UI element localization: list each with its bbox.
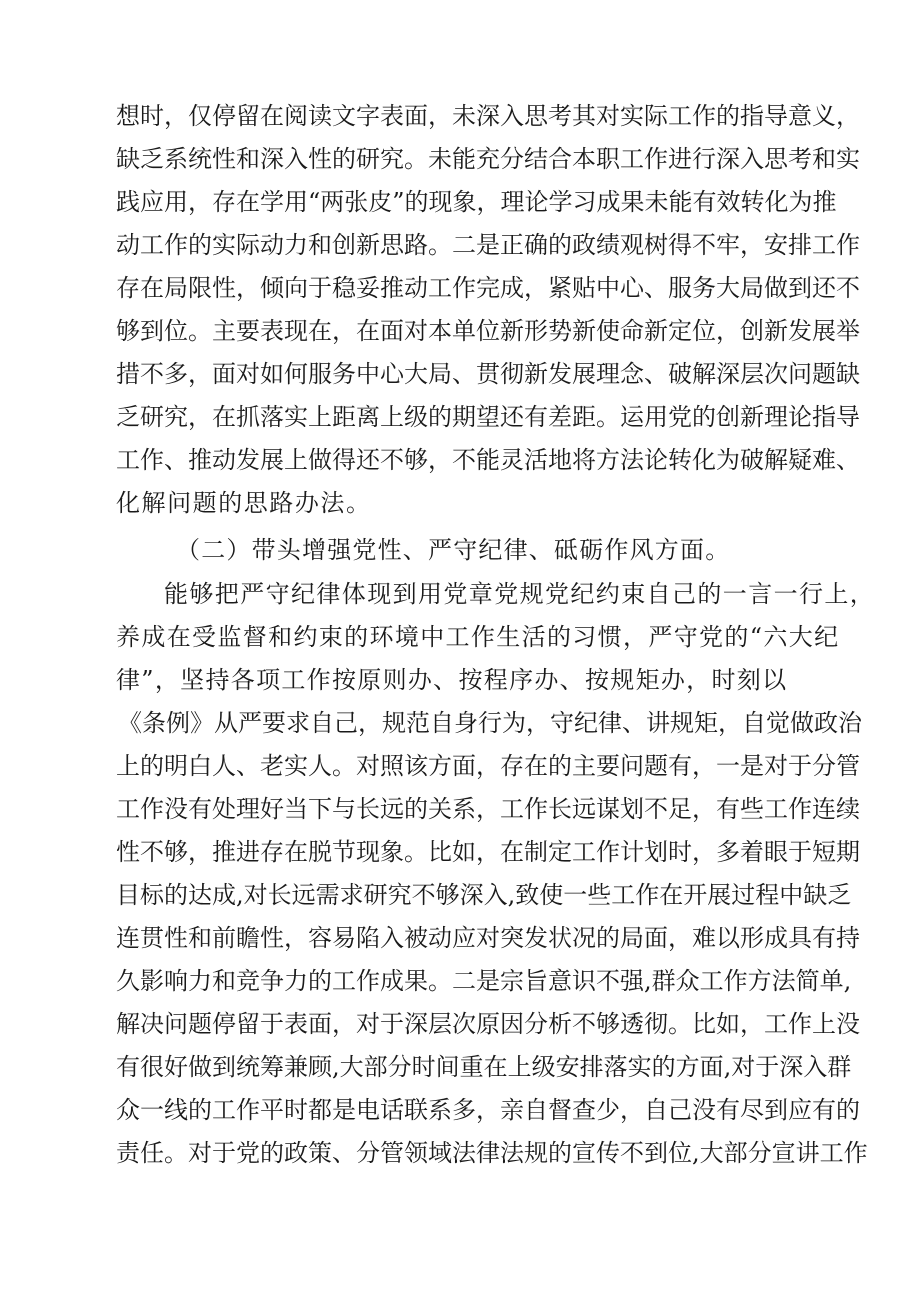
text-line: 措不多，面对如何服务中心大局、贯彻新发展理念、破解深层次问题缺: [116, 360, 860, 388]
text-line: 责任。对于党的政策、分管领域法律法规的宣传不到位,大部分宣讲工作: [116, 1139, 868, 1167]
text-line: 有很好做到统筹兼顾,大部分时间重在上级安排落实的方面,对于深入群: [116, 1053, 852, 1081]
text-line: 想时，仅停留在阅读文字表面，未深入思考其对实际工作的指导意义，: [116, 102, 860, 130]
text-line: 《条例》从严要求自己，规范自身行为，守纪律、讲规矩，自觉做政治: [118, 709, 862, 737]
text-line: 缺乏系统性和深入性的研究。未能充分结合本职工作进行深入思考和实: [116, 145, 860, 173]
text-line: 律”，坚持各项工作按原则办、按程序办、按规矩办，时刻以: [116, 666, 788, 694]
text-line: 乏研究，在抓落实上距离上级的期望还有差距。运用党的创新理论指导: [116, 403, 860, 431]
text-line: 上的明白人、老实人。对照该方面，存在的主要问题有，一是对于分管: [116, 752, 860, 780]
text-line: 动工作的实际动力和创新思路。二是正确的政绩观树得不牢，安排工作: [116, 231, 860, 259]
section-heading: （二）带头增强党性、严守纪律、砥砺作风方面。: [176, 536, 731, 564]
text-line: 连贯性和前瞻性，容易陷入被动应对突发状况的局面，难以形成具有持: [116, 924, 860, 952]
text-line: 久影响力和竞争力的工作成果。二是宗旨意识不强,群众工作方法简单,: [116, 967, 852, 995]
text-line: 工作、推动发展上做得还不够，不能灵活地将方法论转化为破解疑难、: [116, 446, 860, 474]
text-line: 目标的达成,对长远需求研究不够深入,致使一些工作在开展过程中缺乏: [116, 881, 852, 909]
text-line: 养成在受监督和约束的环境中工作生活的习惯，严守党的“六大纪: [116, 623, 840, 651]
text-line: 存在局限性，倾向于稳妥推动工作完成，紧贴中心、服务大局做到还不: [116, 274, 860, 302]
text-line: 性不够，推进存在脱节现象。比如，在制定工作计划时，多着眼于短期: [116, 838, 860, 866]
text-line: 众一线的工作平时都是电话联系多，亲自督查少，自己没有尽到应有的: [116, 1096, 860, 1124]
text-line: 化解问题的思路办法。: [116, 489, 372, 517]
text-line: 解决问题停留于表面，对于深层次原因分析不够透彻。比如，工作上没: [116, 1010, 860, 1038]
text-line: 践应用，存在学用“两张皮”的现象，理论学习成果未能有效转化为推: [116, 188, 837, 216]
text-line: 够到位。主要表现在，在面对本单位新形势新使命新定位，创新发展举: [116, 317, 860, 345]
text-line: 工作没有处理好当下与长远的关系，工作长远谋划不足，有些工作连续: [116, 795, 860, 823]
text-line: 能够把严守纪律体现到用党章党规党纪约束自己的一言一行上，: [164, 580, 876, 608]
